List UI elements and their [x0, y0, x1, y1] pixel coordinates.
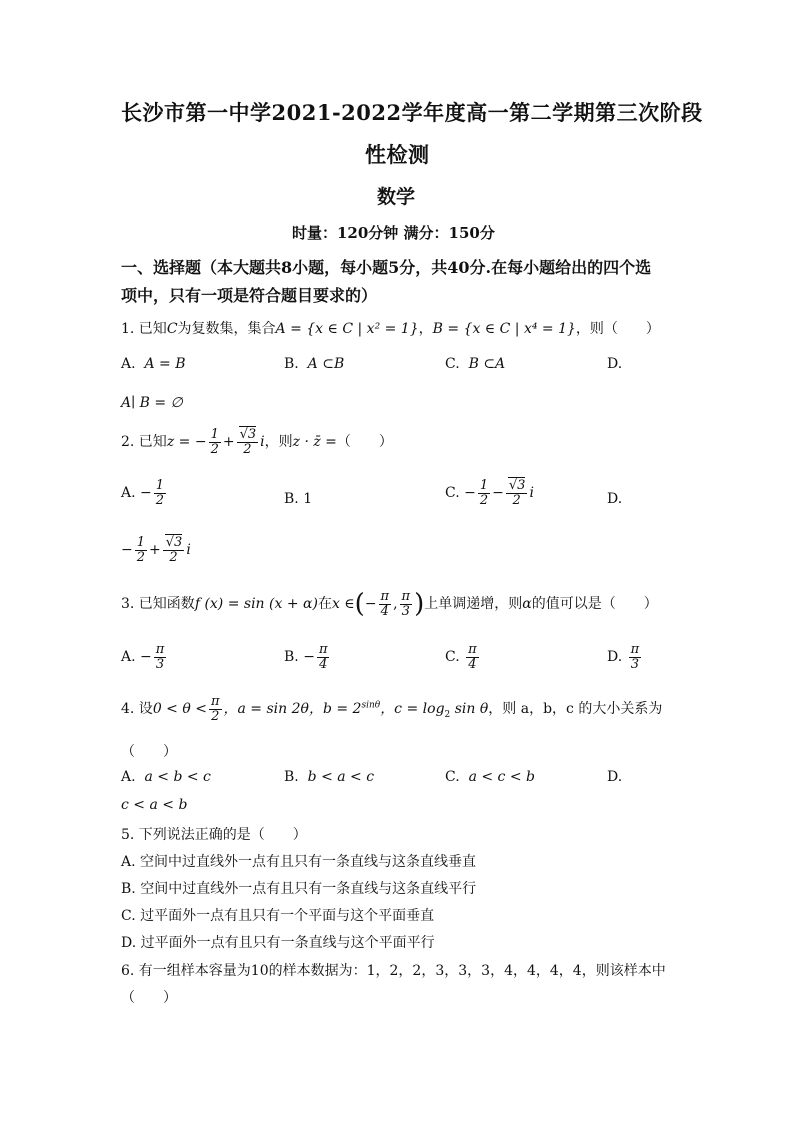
question-4-stem: 4. 设0 < θ < $\frac{\pi}{2}$ ，a = sin 2θ，$b = 2^{sin\theta}$，$c = \log_2 \sin \theta$，则 a，b，c 的大小关系为	[121, 694, 663, 724]
q4-option-d-text[interactable]: c < a < b	[121, 797, 188, 813]
question-6-paren: （ ）	[121, 990, 177, 1006]
q2-option-a[interactable]: A. − $\frac{1}{2}$	[121, 478, 165, 508]
q1-option-c[interactable]: C. B ⊂A	[445, 356, 506, 372]
q1-set-b: B = {x ∈ C | x⁴ = 1}	[432, 321, 576, 337]
q4-option-a[interactable]: A. a < b < c	[121, 769, 211, 785]
section-heading-line1: 一、选择题（本大题共8小题，每小题5分，共40分.在每小题给出的四个选	[121, 258, 652, 277]
q1-text: 为复数集，集合	[177, 321, 276, 337]
q2-frac-half: $\frac{1}{2}$	[210, 427, 219, 457]
question-4-paren: （ ）	[121, 744, 177, 760]
exam-title-line2: 性检测	[365, 142, 430, 167]
q4-option-d-label[interactable]: D.	[607, 769, 623, 785]
exam-info: 时量：120分钟 满分：150分	[292, 224, 495, 242]
q3-option-d[interactable]: D. $\frac{\pi}{3}$	[607, 642, 640, 672]
q3-option-c[interactable]: C. $\frac{\pi}{4}$	[445, 642, 477, 672]
question-6-stem: 6. 有一组样本容量为10的样本数据为：1，2，2，3，3，3，4，4，4，4，则该样本中	[121, 963, 666, 979]
q2-frac-sqrt3: $\frac{√3}{2}$	[237, 428, 259, 456]
question-1-stem	[121, 318, 660, 338]
q1-option-d-text[interactable]: A∣ B = ∅	[121, 395, 183, 411]
q1-set-a: A = {x ∈ C | x² = 1}	[275, 321, 419, 337]
question-5-stem: 5. 下列说法正确的是（ ）	[121, 827, 307, 843]
q5-option-a[interactable]: A. 空间中过直线外一点有且只有一条直线与这条直线垂直	[121, 854, 477, 870]
q3-option-a[interactable]: A. − $\frac{\pi}{3}$	[121, 642, 165, 672]
q2-option-b[interactable]: B. 1	[284, 491, 313, 507]
question-3-stem: 3. 已知函数f (x) = sin (x + α)在x ∈(− $\frac{\pi}{4}$ , $\frac{\pi}{3}$ )上单调递增，则α的值可以是（ ）	[121, 588, 658, 619]
q1-option-a[interactable]: A. A = B	[121, 356, 186, 372]
q1-set-c: C	[166, 321, 178, 337]
q1-sep: ，	[418, 321, 433, 337]
q5-option-c[interactable]: C. 过平面外一点有且只有一个平面与这个平面垂直	[121, 908, 435, 924]
exam-title-line1: 长沙市第一中学2021-2022学年度高一第二学期第三次阶段	[121, 100, 703, 125]
q1-option-d-label[interactable]: D.	[607, 356, 623, 372]
q1-prefix: 1. 已知	[121, 321, 167, 337]
q2-option-d-label[interactable]: D.	[607, 491, 623, 507]
q2-option-c[interactable]: C. − $\frac{1}{2}$ − $\frac{√3}{2}$ i	[445, 478, 534, 508]
q4-option-b[interactable]: B. b < a < c	[284, 769, 375, 785]
question-2-stem: 2. 已知z = − $\frac{1}{2}$ + $\frac{√3}{2}$ i，则z · z̄ =（ ）	[121, 427, 393, 457]
q3-option-b[interactable]: B. − $\frac{\pi}{4}$	[284, 642, 328, 672]
q2-option-d-text[interactable]: − $\frac{1}{2}$ + $\frac{√3}{2}$ i	[121, 535, 191, 565]
subject-title: 数学	[377, 186, 416, 208]
section-heading-line2: 项中，只有一项是符合题目要求的）	[121, 286, 378, 305]
q5-option-d[interactable]: D. 过平面外一点有且只有一条直线与这个平面平行	[121, 935, 435, 951]
q1-option-b[interactable]: B. A ⊂B	[284, 356, 345, 372]
q1-ask: ，则（ ）	[575, 321, 660, 337]
q5-option-b[interactable]: B. 空间中过直线外一点有且只有一条直线与这条直线平行	[121, 881, 477, 897]
q4-option-c[interactable]: C. a < c < b	[445, 769, 535, 785]
